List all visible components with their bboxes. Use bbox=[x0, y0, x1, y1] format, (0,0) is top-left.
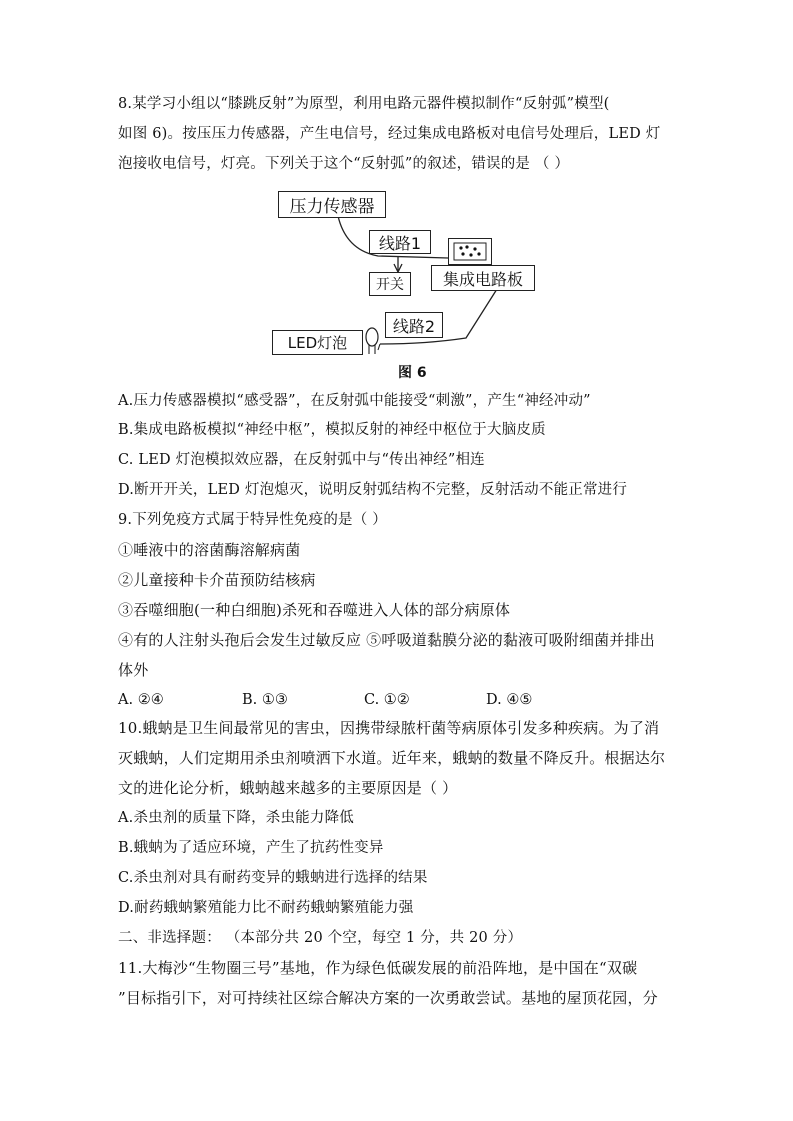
q8-option-a: A.压力传感器模拟“感受器”，在反射弧中能接受“刺激”，产生“神经冲动” bbox=[118, 393, 591, 409]
q10-option-c: C.杀虫剂对具有耐药变异的蛾蚋进行选择的结果 bbox=[118, 870, 428, 886]
figure-caption: 图 6 bbox=[398, 365, 427, 381]
q10-option-d: D.耐药蛾蚋繁殖能力比不耐药蛾蚋繁殖能力强 bbox=[118, 900, 414, 916]
q8-stem-line-1: 8.某学习小组以“膝跳反射”为原型，利用电路元器件模拟制作“反射弧”模型( bbox=[118, 96, 610, 112]
q11-line-2: ”目标指引下，对可持续社区综合解决方案的一次勇敢尝试。基地的屋顶花园，分 bbox=[118, 989, 658, 1007]
line1-label: 线路1 bbox=[369, 230, 431, 254]
q10-option-a: A.杀虫剂的质量下降，杀虫能力降低 bbox=[118, 810, 354, 826]
circuit-board-chip bbox=[448, 238, 492, 265]
q11-line-1: 11.大梅沙“生物圈三号”基地，作为绿色低碳发展的前沿阵地，是中国在“双碳 bbox=[118, 959, 638, 977]
q8-option-c: C. LED 灯泡模拟效应器，在反射弧中与“传出神经”相连 bbox=[118, 452, 485, 468]
line2-label: 线路2 bbox=[385, 312, 443, 338]
q9-option-a: A. ②④ bbox=[118, 692, 164, 708]
q8-stem-line-3: 泡接收电信号，灯亮。下列关于这个“反射弧”的叙述，错误的是 （ ） bbox=[118, 156, 570, 172]
integrated-circuit-board-box: 集成电路板 bbox=[431, 265, 535, 291]
section-2-heading: 二、非选择题： （本部分共 20 个空，每空 1 分，共 20 分） bbox=[118, 930, 523, 946]
q9-option-c: C. ①② bbox=[364, 692, 410, 708]
q9-item-2: ②儿童接种卡介苗预防结核病 bbox=[118, 571, 316, 589]
switch-box: 开关 bbox=[369, 272, 411, 296]
led-bulb-box: LED灯泡 bbox=[272, 330, 363, 355]
q9-item-4: ④有的人注射头孢后会发生过敏反应 ⑤呼吸道黏膜分泌的黏液可吸附细菌并排出 bbox=[118, 631, 655, 649]
q8-option-b: B.集成电路板模拟“神经中枢”，模拟反射的神经中枢位于大脑皮质 bbox=[118, 422, 546, 438]
q9-item-1: ①唾液中的溶菌酶溶解病菌 bbox=[118, 541, 301, 559]
q9-item-4-cont: 体外 bbox=[118, 661, 149, 679]
q9-option-b: B. ①③ bbox=[242, 692, 288, 708]
q10-stem-line-2: 灭蛾蚋，人们定期用杀虫剂喷洒下水道。近年来，蛾蚋的数量不降反升。根据达尔 bbox=[118, 749, 666, 767]
q10-stem-line-3: 文的进化论分析，蛾蚋越来越多的主要原因是（ ） bbox=[118, 779, 458, 797]
q9-item-3: ③吞噬细胞(一种白细胞)杀死和吞噬进入人体的部分病原体 bbox=[118, 601, 511, 619]
chip-dots-icon bbox=[453, 242, 487, 261]
q8-option-d: D.断开开关，LED 灯泡熄灭，说明反射弧结构不完整，反射活动不能正常进行 bbox=[118, 482, 628, 498]
q9-stem: 9.下列免疫方式属于特异性免疫的是（ ） bbox=[118, 512, 387, 528]
q10-option-b: B.蛾蚋为了适应环境，产生了抗药性变异 bbox=[118, 840, 384, 856]
q10-stem-line-1: 10.蛾蚋是卫生间最常见的害虫，因携带绿脓杆菌等病原体引发多种疾病。为了消 bbox=[118, 719, 660, 737]
reflex-arc-figure bbox=[266, 188, 541, 360]
q8-stem-line-2: 如图 6)。按压压力传感器，产生电信号，经过集成电路板对电信号处理后，LED 灯 bbox=[118, 126, 661, 142]
q9-option-d: D. ④⑤ bbox=[486, 692, 533, 708]
pressure-sensor-box: 压力传感器 bbox=[278, 191, 386, 218]
